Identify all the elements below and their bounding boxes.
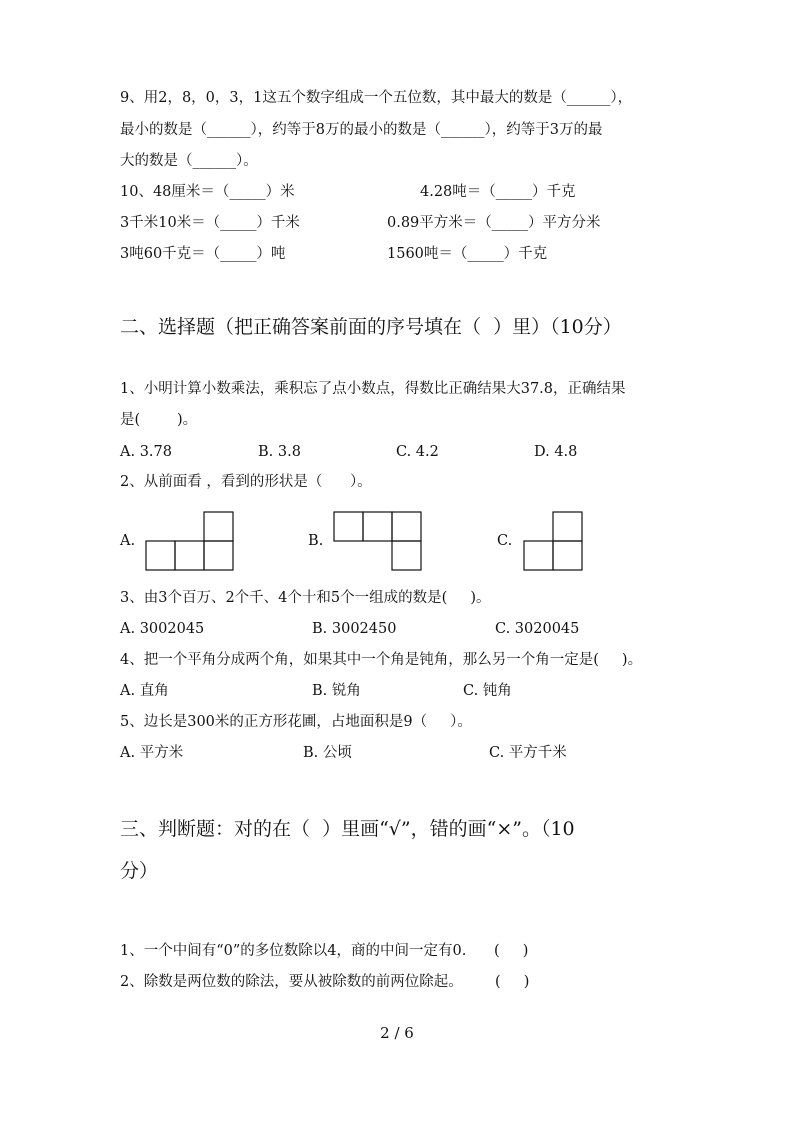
s2-q5-option-c: C. 平方千米 [489,745,567,761]
s2-q1-option-c: C. 4.2 [396,444,439,460]
section-2-heading: 二、选择题（把正确答案前面的序号填在（ ）里）（10分） [120,316,622,338]
s2-q2-option-a-label: A. [120,533,136,549]
section-3-heading-line-2: 分） [120,860,159,882]
page-number: 2 / 6 [380,1024,414,1042]
q10-item-3-left: 3吨60千克＝（_____）吨 [120,246,286,262]
q10-item-2-left: 3千米10米＝（_____）千米 [120,215,300,231]
q9-line-1: 9、用2，8，0，3，1这五个数字组成一个五位数，其中最大的数是（______）， [120,90,633,106]
s2-q3-text: 3、由3个百万、2个千、4个十和5个一组成的数是( )。 [120,590,491,606]
s2-q5-text: 5、边长是300米的正方形花圃，占地面积是9（ ）。 [120,714,472,730]
s2-q4-option-c: C. 钝角 [463,683,512,699]
s2-q4-option-a: A. 直角 [120,683,169,699]
s2-q2-option-b-label: B. [308,533,324,549]
s3-q2-text: 2、除数是两位数的除法，要从被除数的前两位除起。 ( ) [120,974,530,990]
q10-item-1-right: 4.28吨＝（_____）千克 [420,184,576,200]
s2-q2-option-c-label: C. [497,533,513,549]
s2-q1-option-d: D. 4.8 [534,444,578,460]
s2-q1-line-2: 是( )。 [120,412,198,428]
q9-line-2: 最小的数是（______），约等于8万的最小的数是（______），约等于3万的最 [120,122,603,138]
shape-c-figure [523,509,587,572]
s2-q2-text: 2、从前面看 ，看到的形状是（ ）。 [120,474,372,490]
q10-item-3-right: 1560吨＝（_____）千克 [387,246,548,262]
q10-item-2-right: 0.89平方米＝（_____）平方分米 [387,215,601,231]
shape-a-figure [145,509,237,572]
s2-q4-option-b: B. 锐角 [312,683,361,699]
shape-b-figure [333,509,425,572]
s2-q3-option-a: A. 3002045 [120,621,205,637]
s2-q1-option-b: B. 3.8 [258,444,301,460]
section-3-heading-line-1: 三、判断题：对的在（ ）里画“√”，错的画“×”。（10 [120,818,575,840]
s2-q5-option-a: A. 平方米 [120,745,184,761]
s2-q3-option-c: C. 3020045 [495,621,580,637]
s2-q5-option-b: B. 公顷 [303,745,352,761]
q10-item-1-left: 10、48厘米＝（_____）米 [120,184,295,200]
q9-line-3: 大的数是（______）。 [120,153,258,169]
s2-q1-line-1: 1、小明计算小数乘法，乘积忘了点小数点，得数比正确结果大37.8，正确结果 [120,381,626,397]
s3-q1-text: 1、一个中间有“0”的多位数除以4，商的中间一定有0. ( ) [120,943,529,959]
s2-q1-option-a: A. 3.78 [120,444,172,460]
s2-q4-text: 4、把一个平角分成两个角，如果其中一个角是钝角，那么另一个角一定是( )。 [120,652,643,668]
s2-q3-option-b: B. 3002450 [312,621,397,637]
